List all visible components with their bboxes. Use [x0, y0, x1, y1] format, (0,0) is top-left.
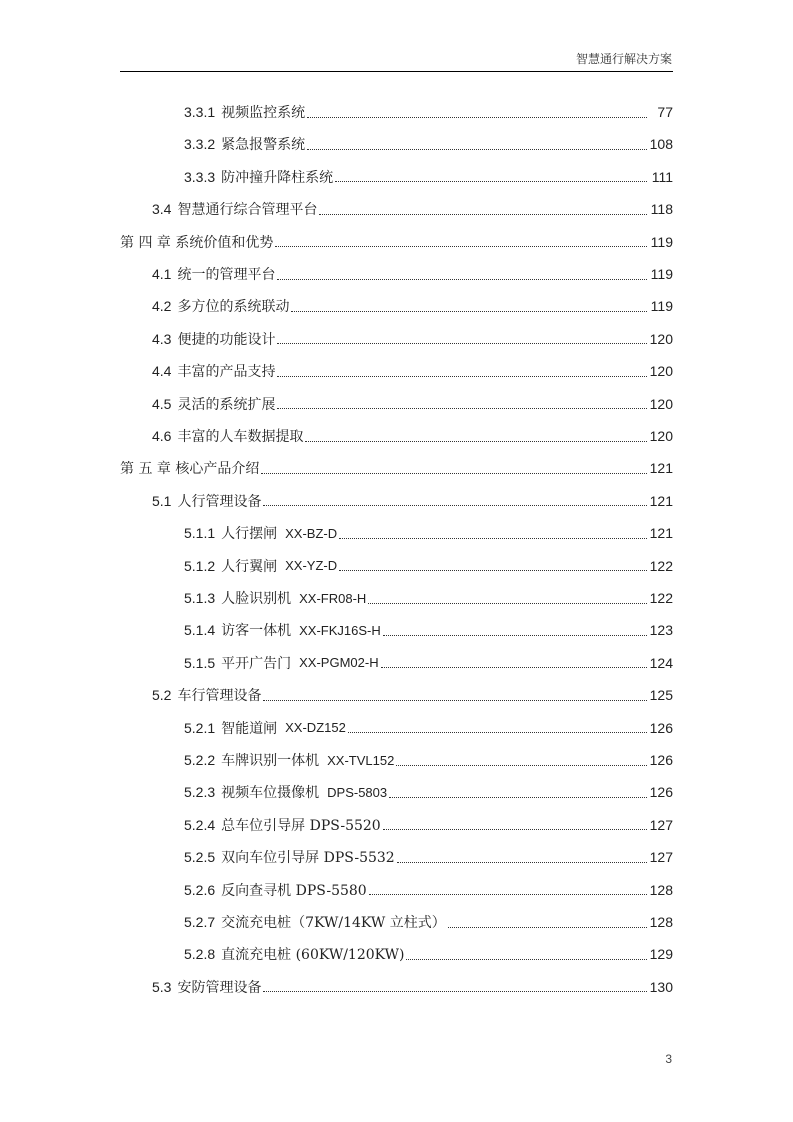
toc-entry-line — [120, 452, 673, 484]
toc-entry-number: 5.2.2 — [184, 752, 216, 768]
toc-entry-page: 126 — [649, 752, 673, 768]
toc-entry-page: 128 — [649, 914, 673, 930]
toc-entry[interactable] — [0, 485, 793, 517]
toc-entry-line — [184, 582, 673, 614]
toc-entry-title: 多方位的系统联动 — [177, 299, 290, 316]
toc-entry[interactable] — [0, 679, 793, 711]
toc-entry[interactable] — [0, 323, 793, 355]
toc-entry-line — [152, 971, 673, 1003]
toc-entry-title: 人脸识别机 — [221, 591, 292, 607]
toc-entry-number: 5.2.6 — [184, 881, 216, 898]
toc-entry[interactable] — [0, 193, 793, 225]
toc-entry[interactable] — [0, 226, 793, 258]
toc-entry-title: 丰富的人车数据提取 — [177, 429, 304, 445]
toc-entry-line — [184, 128, 673, 160]
toc-entry-title: 双向车位引导屏 DPS-5532 — [221, 850, 395, 867]
toc-dot-leader — [277, 279, 647, 280]
toc-entry-number: 4.5 — [152, 395, 172, 412]
toc-entry-model-code: XX-PGM02-H — [299, 655, 379, 671]
toc-entry-page: 108 — [649, 136, 673, 153]
toc-entry-title: 人行摆闸 — [221, 526, 278, 543]
toc-entry-title: 人行翼闸 — [221, 558, 278, 575]
toc-entry-number: 3.3.1 — [184, 104, 216, 120]
toc-entry-number: 5.1.5 — [184, 654, 216, 671]
toc-dot-leader — [305, 441, 647, 442]
toc-entry-title: 交流充电桩（7KW/14KW 立柱式） — [221, 915, 446, 931]
header-divider — [120, 71, 673, 72]
toc-entry-page: 121 — [649, 492, 673, 509]
toc-entry-title: 平开广告门 — [221, 655, 292, 672]
toc-dot-leader — [291, 311, 647, 312]
toc-entry-page: 127 — [649, 816, 673, 833]
toc-entry-page: 111 — [651, 168, 673, 185]
toc-entry-title: 人行管理设备 — [177, 493, 262, 510]
toc-entry-page: 122 — [649, 590, 673, 606]
toc-dot-leader — [339, 570, 647, 571]
toc-entry-line — [184, 96, 673, 128]
toc-entry-title: 统一的管理平台 — [177, 267, 276, 283]
toc-entry-page: 129 — [649, 946, 673, 963]
toc-entry-page: 121 — [649, 525, 673, 542]
toc-entry-model-code: DPS-5803 — [327, 784, 388, 800]
toc-entry[interactable] — [0, 290, 793, 322]
toc-entry-line — [152, 258, 673, 290]
toc-entry-line — [184, 744, 673, 776]
toc-dot-leader — [275, 246, 647, 247]
toc-entry-model-code: XX-YZ-D — [285, 558, 338, 574]
toc-dot-leader — [368, 603, 647, 604]
toc-entry[interactable] — [0, 744, 793, 776]
toc-entry-title: 便捷的功能设计 — [177, 331, 276, 348]
toc-entry[interactable] — [0, 355, 793, 387]
toc-entry-page: 77 — [657, 104, 673, 120]
toc-entry-page: 127 — [649, 849, 673, 866]
toc-dot-leader — [277, 376, 647, 377]
toc-entry-line — [184, 550, 673, 582]
toc-entry-page: 120 — [649, 330, 673, 347]
toc-entry[interactable] — [0, 841, 793, 873]
toc-entry-line — [184, 841, 673, 873]
toc-entry-model-code: XX-FR08-H — [299, 590, 367, 606]
toc-dot-leader — [319, 214, 647, 215]
toc-dot-leader — [277, 408, 647, 409]
toc-entry-page: 120 — [649, 395, 673, 412]
page-header-title: 智慧通行解决方案 — [575, 52, 672, 66]
toc-entry[interactable] — [0, 452, 793, 484]
toc-dot-leader — [339, 538, 647, 539]
toc-entry-number: 4.2 — [152, 298, 172, 315]
toc-entry-title: 车行管理设备 — [177, 688, 262, 705]
toc-dot-leader — [397, 862, 647, 863]
toc-entry[interactable] — [0, 938, 793, 970]
toc-entry-line — [152, 290, 673, 322]
toc-entry[interactable] — [0, 128, 793, 160]
toc-entry-title: 直流充电桩 (60KW/120KW) — [221, 947, 405, 964]
toc-entry-number: 4.6 — [152, 428, 172, 444]
toc-entry-page: 123 — [649, 622, 673, 639]
toc-entry-number: 5.1.1 — [184, 525, 216, 542]
toc-dot-leader — [261, 473, 647, 474]
toc-entry-title: 智慧通行综合管理平台 — [177, 202, 318, 219]
toc-entry-title: 车牌识别一体机 — [221, 753, 320, 769]
toc-entry[interactable] — [0, 971, 793, 1003]
toc-entry-line — [152, 420, 673, 452]
toc-entry-line — [184, 938, 673, 970]
toc-entry-number: 3.3.2 — [184, 136, 216, 153]
toc-entry[interactable] — [0, 809, 793, 841]
toc-entry-line — [120, 226, 673, 258]
toc-entry-number: 5.2.7 — [184, 914, 216, 930]
toc-entry[interactable] — [0, 776, 793, 808]
toc-entry-title: 防冲撞升降柱系统 — [221, 169, 334, 186]
toc-entry-number: 3.4 — [152, 201, 172, 218]
toc-entry-line — [184, 647, 673, 679]
toc-entry-title: 安防管理设备 — [177, 979, 262, 996]
toc-entry-number: 5.2.1 — [184, 719, 216, 736]
toc-entry-page: 130 — [649, 978, 673, 995]
toc-entry-title: 丰富的产品支持 — [177, 364, 276, 381]
toc-dot-leader — [348, 732, 647, 733]
toc-entry[interactable] — [0, 647, 793, 679]
toc-entry-number: 5.2.4 — [184, 816, 216, 833]
toc-entry-line — [184, 614, 673, 646]
toc-entry-page: 119 — [650, 298, 673, 315]
toc-entry-number: 5.1.4 — [184, 622, 216, 639]
toc-dot-leader — [307, 117, 647, 118]
toc-entry-title: 灵活的系统扩展 — [177, 396, 276, 413]
toc-entry-title: 第 五 章 核心产品介绍 — [120, 461, 260, 478]
toc-dot-leader — [383, 635, 647, 636]
toc-entry[interactable] — [0, 906, 793, 938]
toc-entry-number: 5.1.3 — [184, 590, 216, 606]
toc-entry-model-code: XX-BZ-D — [285, 525, 338, 541]
toc-entry-line — [152, 355, 673, 387]
toc-entry-page: 122 — [649, 557, 673, 574]
toc-entry[interactable] — [0, 550, 793, 582]
page-number: 3 — [665, 1052, 672, 1066]
toc-entry-model-code: XX-DZ152 — [285, 720, 346, 736]
toc-entry-title: 访客一体机 — [221, 623, 292, 640]
toc-entry[interactable] — [0, 712, 793, 744]
toc-entry-page: 125 — [649, 687, 673, 704]
toc-dot-leader — [335, 181, 647, 182]
toc-entry-line — [184, 906, 673, 938]
toc-entry-line — [184, 517, 673, 549]
toc-entry-title: 智能道闸 — [221, 720, 278, 737]
toc-entry-number: 4.3 — [152, 330, 172, 347]
toc-entry-number: 5.2.3 — [184, 784, 216, 801]
toc-entry-page: 128 — [649, 881, 673, 898]
toc-entry-number: 5.3 — [152, 978, 172, 995]
toc-entry-number: 5.1 — [152, 492, 172, 509]
toc-dot-leader — [277, 343, 647, 344]
toc-dot-leader — [263, 991, 647, 992]
toc-entry[interactable] — [0, 161, 793, 193]
toc-entry-line — [184, 161, 673, 193]
toc-entry[interactable] — [0, 517, 793, 549]
toc-entry-page: 121 — [649, 460, 673, 477]
toc-entry-page: 118 — [650, 201, 673, 218]
toc-entry-line — [184, 776, 673, 808]
toc-entry-number: 5.2 — [152, 687, 172, 704]
toc-entry[interactable] — [0, 388, 793, 420]
toc-dot-leader — [389, 797, 647, 798]
toc-dot-leader — [263, 700, 647, 701]
toc-entry-number: 5.1.2 — [184, 557, 216, 574]
toc-entry-line — [184, 874, 673, 906]
toc-entry-number: 4.1 — [152, 266, 172, 282]
toc-entry-line — [152, 323, 673, 355]
toc-entry-model-code: XX-TVL152 — [327, 752, 395, 768]
toc-entry[interactable] — [0, 874, 793, 906]
toc-entry-number: 5.2.5 — [184, 849, 216, 866]
toc-entry-line — [152, 679, 673, 711]
toc-entry-page: 126 — [649, 719, 673, 736]
toc-dot-leader — [406, 959, 647, 960]
toc-entry[interactable] — [0, 582, 793, 614]
toc-entry-line — [152, 193, 673, 225]
toc-entry-page: 120 — [649, 428, 673, 444]
toc-entry-page: 119 — [650, 266, 673, 282]
toc-dot-leader — [448, 927, 647, 928]
toc-entry[interactable] — [0, 96, 793, 128]
toc-dot-leader — [383, 829, 647, 830]
toc-entry-page: 120 — [649, 363, 673, 380]
toc-dot-leader — [381, 667, 647, 668]
toc-entry-line — [152, 388, 673, 420]
toc-entry-number: 5.2.8 — [184, 946, 216, 963]
toc-entry-title: 紧急报警系统 — [221, 137, 306, 154]
toc-entry-line — [152, 485, 673, 517]
toc-entry-line — [184, 712, 673, 744]
toc-entry-title: 第 四 章 系统价值和优势 — [120, 234, 274, 251]
toc-entry[interactable] — [0, 614, 793, 646]
toc-dot-leader — [369, 894, 647, 895]
toc-entry-title: 视频监控系统 — [221, 105, 306, 121]
toc-entry-number: 4.4 — [152, 363, 172, 380]
toc-entry-number: 3.3.3 — [184, 168, 216, 185]
toc-dot-leader — [396, 765, 647, 766]
toc-dot-leader — [263, 505, 647, 506]
toc-entry-page: 124 — [649, 654, 673, 671]
toc-entry-title: 反向查寻机 DPS-5580 — [221, 882, 367, 899]
toc-entry-page: 126 — [649, 784, 673, 801]
toc-entry-title: 视频车位摄像机 — [221, 785, 320, 802]
toc-entry-page: 119 — [650, 233, 673, 250]
toc-entry[interactable] — [0, 420, 793, 452]
toc-dot-leader — [307, 149, 647, 150]
toc-entry-line — [184, 809, 673, 841]
toc-entry-title: 总车位引导屏 DPS-5520 — [221, 817, 381, 834]
toc-entry-model-code: XX-FKJ16S-H — [299, 622, 381, 638]
toc-entry[interactable] — [0, 258, 793, 290]
